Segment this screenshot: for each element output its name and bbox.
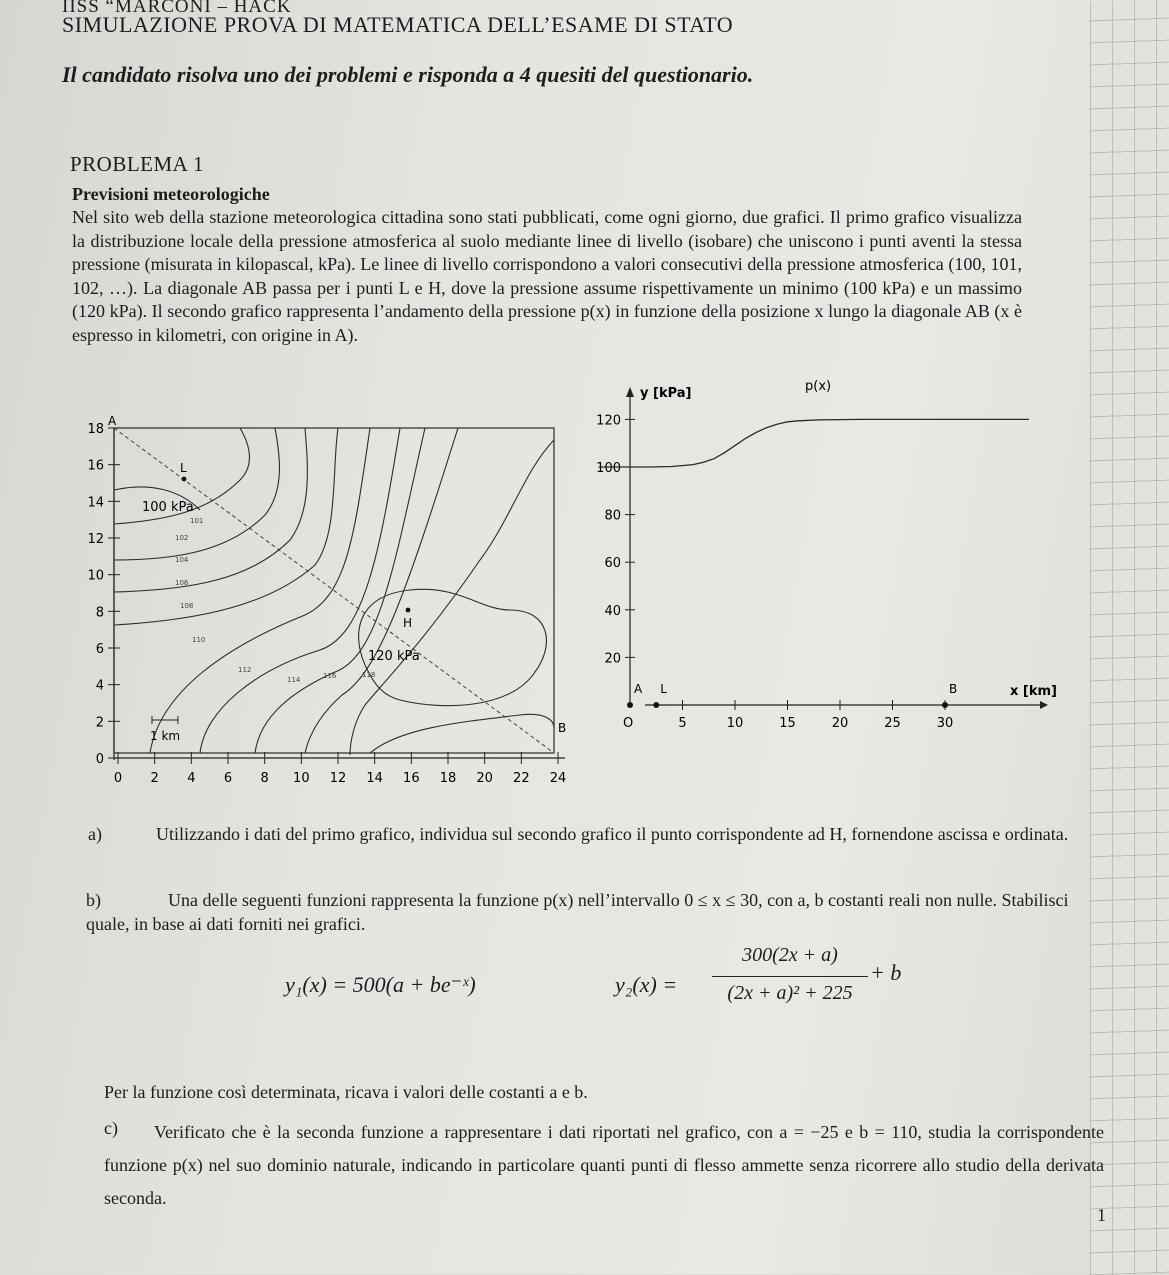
map-x-tick-label: 10 <box>293 771 310 786</box>
isobar-label: 112 <box>238 666 252 674</box>
chart-series-label: p(x) <box>805 379 832 394</box>
isobar-label: 102 <box>175 534 189 542</box>
graph-paper-edge <box>1090 0 1169 1275</box>
map-x-tick-label: 24 <box>549 771 567 786</box>
chart-point-A <box>627 702 633 708</box>
map-y-tick-label: 4 <box>95 678 104 694</box>
isobar-118-lower <box>370 714 554 753</box>
chart-point-B <box>942 702 948 708</box>
formula-y2-lhs: y₂(x) = <box>615 972 678 997</box>
chart-x-arrow <box>1040 701 1048 709</box>
question-b-followup: Per la funzione così determinata, ricava i valori delle costanti a e b. <box>104 1082 588 1102</box>
map-point-B: B <box>558 721 567 735</box>
scale-label: 1 km <box>150 729 181 743</box>
chart-y-tick-label: 100 <box>596 461 621 476</box>
chart-x-label: x [km] <box>1010 684 1057 699</box>
map-y-tick-label: 18 <box>87 422 104 437</box>
map-y-tick-label: 0 <box>95 752 104 767</box>
chart-x-tick-label: 10 <box>726 716 744 731</box>
isobar-map <box>80 410 585 795</box>
map-point-A: A <box>108 414 117 428</box>
isobar-104 <box>114 428 279 560</box>
label-120-kpa: 120 kPa <box>368 649 420 664</box>
map-y-tick-label: 12 <box>87 532 104 547</box>
isobar-label: 118 <box>362 671 376 679</box>
isobar-108 <box>114 428 338 625</box>
question-c-text: Verificato che è la seconda funzione a rappresentare i dati riportati nel grafico, con a = −25 e b = 110, studia la corrispondente funzione p(x) nel suo dominio naturale, indicando in particolare quanti punti di flesso ammette senza ricorrere allo studio della derivata seconda. <box>104 1122 1104 1208</box>
question-b-text: Una delle seguenti funzioni rappresenta la funzione p(x) nell’intervallo 0 ≤ x ≤ 30, con a, b costanti reali non nulle. Stabilisci quale, in base ai dati forniti nei grafici. <box>86 890 1069 934</box>
exam-instructions: Il candidato risolva uno dei problemi e risponda a 4 quesiti del questionario. <box>62 62 754 87</box>
map-y-tick-label: 8 <box>95 605 104 621</box>
exam-title: SIMULAZIONE PROVA DI MATEMATICA DELL’ESAME DI STATO <box>62 12 734 37</box>
map-x-tick-label: 4 <box>187 771 196 786</box>
map-point-L: L <box>180 461 187 475</box>
isobar-112 <box>200 428 400 753</box>
chart-x-tick-label: 20 <box>831 716 849 731</box>
chart-y-tick-label: 40 <box>604 603 621 619</box>
problem-subtitle: Previsioni meteorologiche <box>72 184 270 204</box>
series-line-p-x <box>599 419 1030 467</box>
map-x-tick-label: 0 <box>113 771 123 786</box>
pressure-chart <box>585 375 1080 740</box>
formula-y2-tail: + b <box>870 960 902 985</box>
map-x-tick-label: 14 <box>366 771 383 786</box>
question-a-label: a) <box>88 824 102 844</box>
map-x-tick-label: 20 <box>476 771 493 786</box>
map-x-tick-label: 12 <box>329 771 347 786</box>
label-100-kpa: 100 kPa <box>142 500 194 515</box>
map-point-H-dot <box>406 608 411 613</box>
chart-point-label: L <box>660 682 667 696</box>
chart-x-tick-label: 15 <box>779 716 796 731</box>
question-c-label: c) <box>104 1118 118 1138</box>
question-b-label: b) <box>86 890 101 910</box>
map-x-tick-label: 18 <box>439 771 457 786</box>
chart-y-tick-label: 120 <box>596 413 621 429</box>
isobar-110 <box>150 428 370 753</box>
chart-y-arrow <box>626 387 634 397</box>
chart-origin-label: O <box>623 716 634 731</box>
isobar-label: 116 <box>323 672 337 680</box>
map-x-tick-label: 2 <box>150 771 159 786</box>
school-name: IISS “MARCONI – HACK <box>62 0 292 17</box>
map-y-tick-label: 10 <box>87 568 104 584</box>
chart-y-tick-label: 20 <box>604 651 621 667</box>
question-a-text: Utilizzando i dati del primo grafico, individua sul secondo grafico il punto corrispondente ad H, fornendone ascissa e ordinata. <box>156 824 1069 844</box>
isobar-114 <box>255 428 425 753</box>
map-x-tick-label: 6 <box>223 771 233 786</box>
chart-point-label: A <box>634 682 643 696</box>
chart-point-label: B <box>949 682 958 696</box>
chart-y-tick-label: 60 <box>604 556 621 572</box>
isobar-120 <box>359 589 547 705</box>
chart-point-L <box>653 702 659 708</box>
fraction-bar <box>712 976 868 977</box>
map-point-L-dot <box>182 477 187 482</box>
chart-y-tick-label: 80 <box>604 508 621 524</box>
formula-y2-denominator: (2x + a)² + 225 <box>727 982 853 1004</box>
isobar-label: 104 <box>175 556 189 564</box>
isobar-118 <box>350 440 554 755</box>
formula-y2-numerator: 300(2x + a) <box>742 944 838 966</box>
isobar-label: 108 <box>180 602 194 610</box>
formula-y1: y₁(x) = 500(a + be⁻ˣ) <box>285 972 476 997</box>
map-point-H: H <box>403 616 413 630</box>
isobar-label: 114 <box>287 676 301 684</box>
isobar-label: 101 <box>190 517 204 525</box>
problem-paragraph: Nel sito web della stazione meteorologica cittadina sono stati pubblicati, come ogni giorno, due grafici. Il primo grafico visualizza la distribuzione locale della pressione atmosferica al suolo mediante linee di livello (isobare) che uniscono i punti aventi la stessa pressione (misurata in kilopascal, kPa). Le linee di livello corrispondono a valori consecutivi della pressione atmosferica (100, 101, 102, …). La diagonale AB passa per i punti L e H, dove la pressione assume rispettivamente un minimo (100 kPa) e un massimo (120 kPa). Il secondo grafico rappresenta l’andamento della pressione p(x) in funzione della posizione x lungo la diagonale AB (x è espresso in kilometri, con origine in A). <box>72 207 1022 345</box>
chart-y-label: y [kPa] <box>640 386 692 401</box>
map-y-tick-label: 14 <box>87 495 104 511</box>
isobar-label: 110 <box>192 636 206 644</box>
map-y-tick-label: 6 <box>95 642 104 657</box>
problem-heading: PROBLEMA 1 <box>70 152 204 176</box>
map-x-tick-label: 8 <box>260 771 269 786</box>
map-x-tick-label: 16 <box>403 771 420 786</box>
isobar-label: 106 <box>175 579 189 587</box>
page-number: 1 <box>1097 1205 1106 1225</box>
chart-x-tick-label: 30 <box>936 716 954 731</box>
chart-x-tick-label: 25 <box>884 716 901 731</box>
map-x-tick-label: 22 <box>513 771 530 786</box>
map-y-tick-label: 16 <box>87 458 104 474</box>
map-y-tick-label: 2 <box>95 715 104 731</box>
chart-x-tick-label: 5 <box>678 716 687 731</box>
